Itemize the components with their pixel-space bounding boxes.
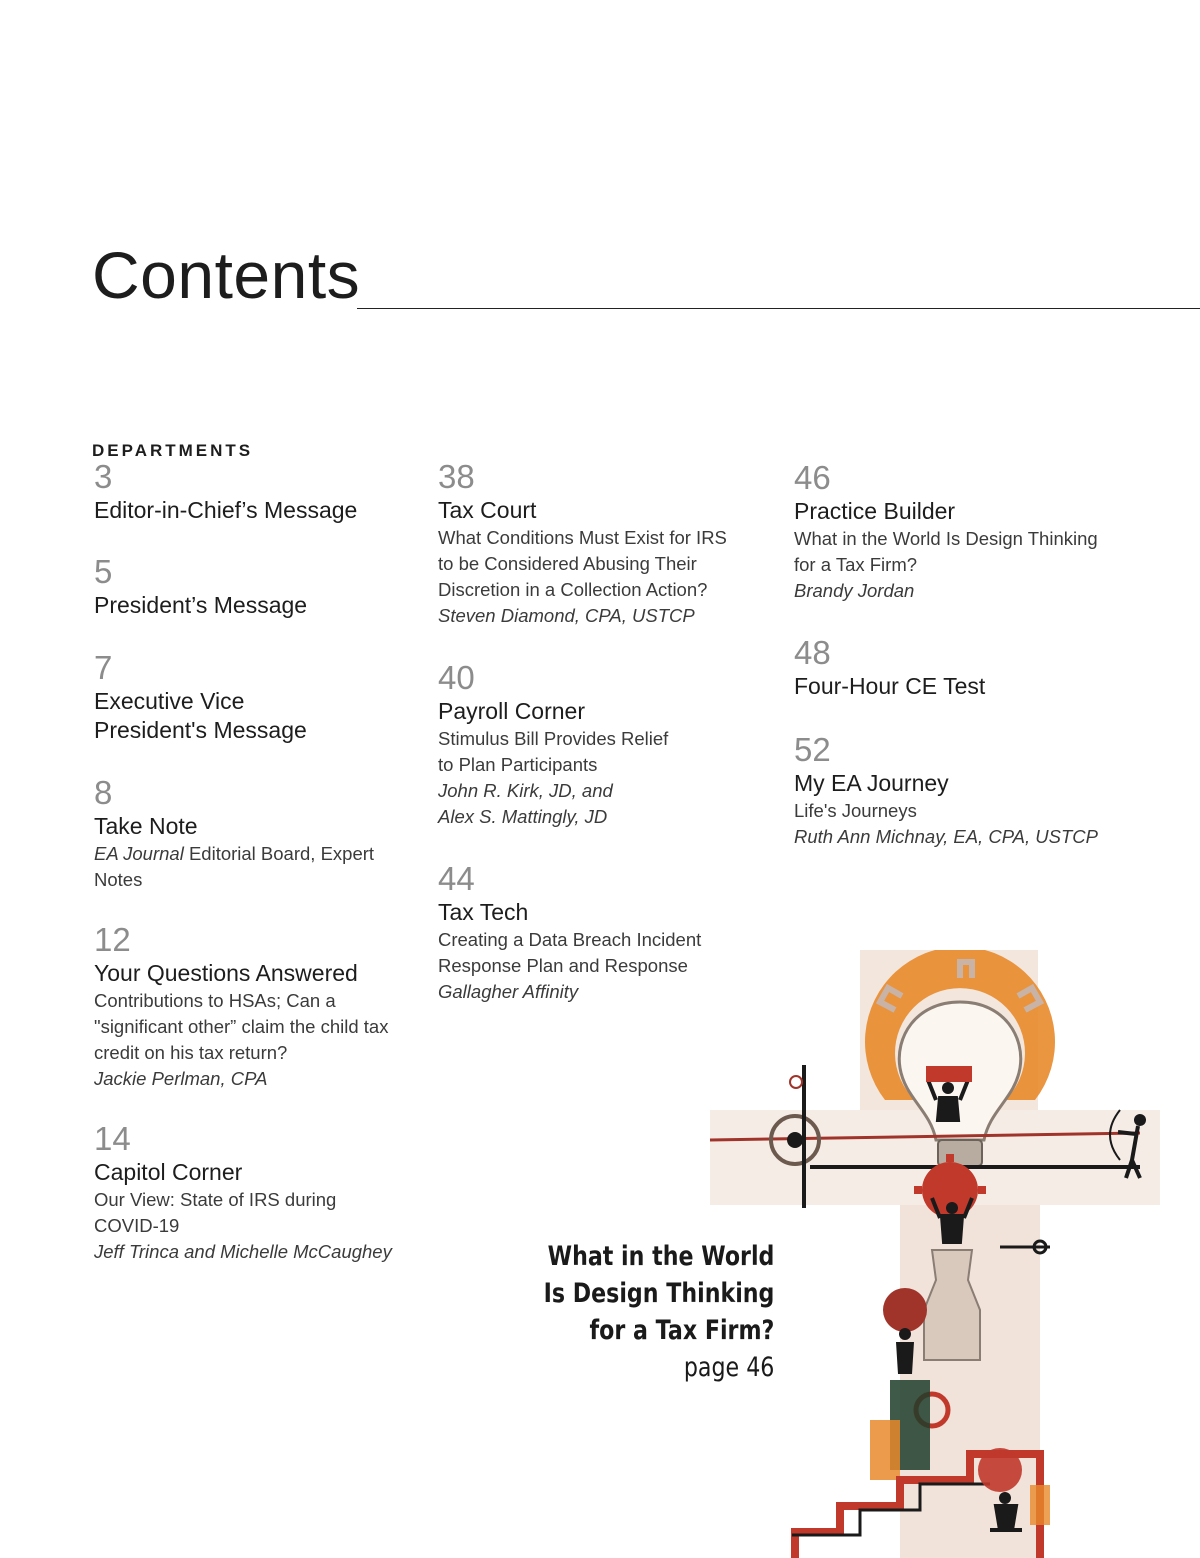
entry-description: for a Tax Firm?: [794, 554, 918, 575]
entry-title: Editor-in-Chief’s Message: [94, 497, 358, 523]
toc-entry[interactable]: [438, 458, 768, 629]
design-thinking-illustration: [700, 950, 1170, 1558]
entry-author: Jeff Trinca and Michelle McCaughey: [94, 1241, 392, 1262]
toc-entry[interactable]: [438, 659, 768, 830]
entry-title: Executive Vice: [94, 688, 245, 714]
entry-author: Jackie Perlman, CPA: [94, 1068, 268, 1089]
orange-strip: [1030, 1485, 1050, 1525]
departments-label: DEPARTMENTS: [92, 441, 254, 460]
entry-title: Take Note: [94, 813, 198, 839]
entry-description: to be Considered Abusing Their: [438, 553, 697, 574]
entry-author: Steven Diamond, CPA, USTCP: [438, 605, 695, 626]
page-number: 12: [94, 921, 131, 958]
entry-description: to Plan Participants: [438, 754, 598, 775]
lifting-figure-icon-3: [896, 1342, 914, 1374]
toc-column-1: [94, 458, 424, 1265]
toc-entry[interactable]: [94, 921, 424, 1092]
page-number: 5: [94, 553, 113, 590]
entry-title: President's Message: [94, 717, 307, 743]
archer-head-icon: [1134, 1114, 1146, 1126]
entry-title: My EA Journey: [794, 770, 949, 796]
dark-red-gear-icon: [883, 1288, 927, 1332]
entry-description: [94, 841, 424, 867]
entry-title: Four-Hour CE Test: [794, 673, 986, 699]
toc-entry[interactable]: [94, 553, 424, 620]
entry-author: Alex S. Mattingly, JD: [438, 806, 608, 827]
entry-description: Our View: State of IRS during: [94, 1189, 337, 1210]
entry-title: Capitol Corner: [94, 1159, 243, 1185]
entry-description: Creating a Data Breach Incident: [438, 929, 702, 950]
page-number: 44: [438, 860, 475, 897]
entry-description: credit on his tax return?: [94, 1042, 288, 1063]
feature-title-line: for a Tax Firm?: [589, 1315, 774, 1346]
entry-description: Life's Journeys: [794, 800, 917, 821]
feature-title-line: Is Design Thinking: [543, 1278, 774, 1309]
page-number: 40: [438, 659, 475, 696]
page-number: 8: [94, 774, 113, 811]
figure-head-icon-4: [999, 1492, 1011, 1504]
toc-column-2: [438, 458, 768, 1005]
toc-entry[interactable]: [94, 649, 424, 745]
entry-description: Response Plan and Response: [438, 955, 688, 976]
entry-title: Tax Court: [438, 497, 537, 523]
entry-author: Gallagher Affinity: [438, 981, 579, 1002]
toc-entry[interactable]: [94, 1120, 424, 1265]
entry-author: John R. Kirk, JD, and: [438, 780, 613, 801]
entry-title: Tax Tech: [438, 899, 529, 925]
figure-head-icon-3: [899, 1328, 911, 1340]
orange-block: [870, 1420, 900, 1480]
toc-entry[interactable]: [794, 634, 1154, 701]
entry-description: What Conditions Must Exist for IRS: [438, 527, 727, 548]
lifted-box: [926, 1066, 972, 1082]
toc-entry[interactable]: [794, 459, 1154, 604]
entry-author: Brandy Jordan: [794, 580, 915, 601]
entry-title: President’s Message: [94, 592, 308, 618]
entry-description: Discretion in a Collection Action?: [438, 579, 708, 600]
page-number: 52: [794, 731, 831, 768]
entry-description: Stimulus Bill Provides Relief: [438, 728, 669, 749]
entry-description: COVID-19: [94, 1215, 180, 1236]
toc-entry[interactable]: [794, 731, 1154, 850]
left-gear-hub: [787, 1132, 803, 1148]
page-number: 46: [794, 459, 831, 496]
description-text: Editorial Board, Expert: [183, 843, 375, 864]
entry-description: Contributions to HSAs; Can a: [94, 990, 336, 1011]
page-number: 48: [794, 634, 831, 671]
bottom-gear-icon: [978, 1448, 1022, 1492]
entry-title: Payroll Corner: [438, 698, 585, 724]
toc-entry[interactable]: [94, 774, 424, 893]
page-number: 14: [94, 1120, 131, 1157]
crosshair-icon: [790, 1076, 802, 1088]
page-number: 7: [94, 649, 113, 686]
page-title: Contents: [92, 238, 361, 312]
title-divider: [357, 308, 1200, 309]
feature-title-line: What in the World: [547, 1241, 774, 1272]
entry-description: "significant other” claim the child tax: [94, 1016, 389, 1037]
toc-entry[interactable]: [94, 458, 424, 525]
entry-author: Ruth Ann Michnay, EA, CPA, USTCP: [794, 826, 1098, 847]
entry-description: What in the World Is Design Thinking: [794, 528, 1098, 549]
toc-column-3: [794, 459, 1154, 850]
figure-head-icon: [942, 1082, 954, 1094]
entry-title: Your Questions Answered: [94, 960, 358, 986]
journal-name: EA Journal: [94, 843, 184, 864]
entry-description: Notes: [94, 869, 143, 890]
figure-head-icon-2: [946, 1202, 958, 1214]
entry-title: Practice Builder: [794, 498, 956, 524]
feature-page-ref: page 46: [683, 1352, 774, 1383]
page-number: 3: [94, 458, 113, 495]
bulb-base: [938, 1140, 982, 1166]
page-number: 38: [438, 458, 475, 495]
